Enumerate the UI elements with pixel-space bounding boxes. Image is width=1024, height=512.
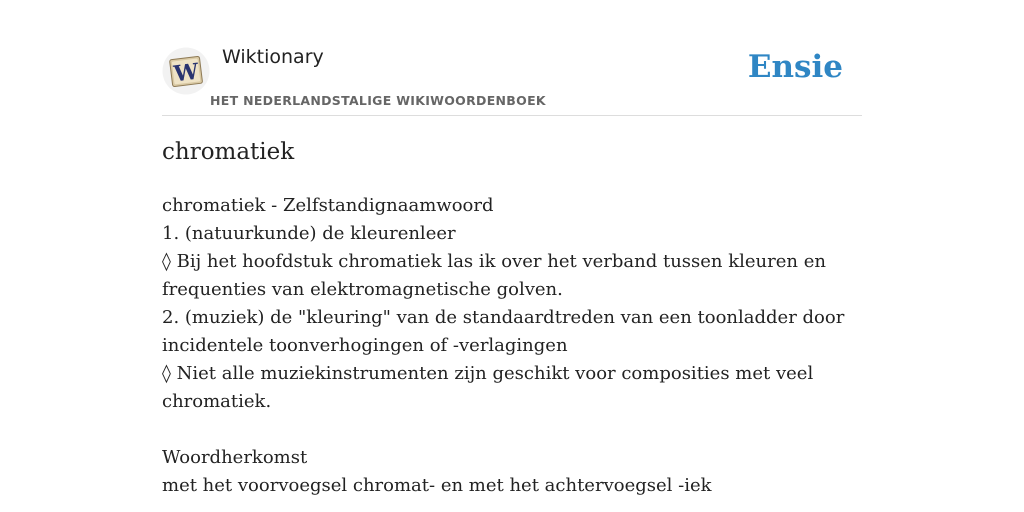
entry-line: ◊ Niet alle muziekinstrumenten zijn geschikt voor composities met veel	[162, 363, 814, 384]
etymology-text: met het voorvoegsel chromat- en met het achtervoegsel -iek	[162, 475, 712, 496]
wiktionary-logo-icon	[162, 47, 210, 95]
spacer	[162, 416, 862, 444]
page-title: chromatiek	[162, 139, 295, 165]
header-divider	[162, 115, 862, 116]
site-name[interactable]: Wiktionary	[222, 46, 324, 68]
entry-line: incidentele toonverhogingen of -verlagingen	[162, 335, 568, 356]
entry-body	[162, 192, 862, 500]
entry-line: 2. (muziek) de "kleuring" van de standaardtreden van een toonladder door	[162, 307, 845, 328]
entry-line: 1. (natuurkunde) de kleurenleer	[162, 223, 456, 244]
entry-line: frequenties van elektromagnetische golven.	[162, 279, 563, 300]
entry-line: chromatiek - Zelfstandignaamwoord	[162, 195, 494, 216]
site-tagline: HET NEDERLANDSTALIGE WIKIWOORDENBOEK	[210, 93, 546, 108]
logo-letter: W	[172, 58, 201, 88]
entry-line: ◊ Bij het hoofdstuk chromatiek las ik over het verband tussen kleuren en	[162, 251, 826, 272]
entry-line: chromatiek.	[162, 391, 272, 412]
ensie-brand-link[interactable]: Ensie	[747, 49, 843, 85]
etymology-heading: Woordherkomst	[162, 447, 308, 468]
